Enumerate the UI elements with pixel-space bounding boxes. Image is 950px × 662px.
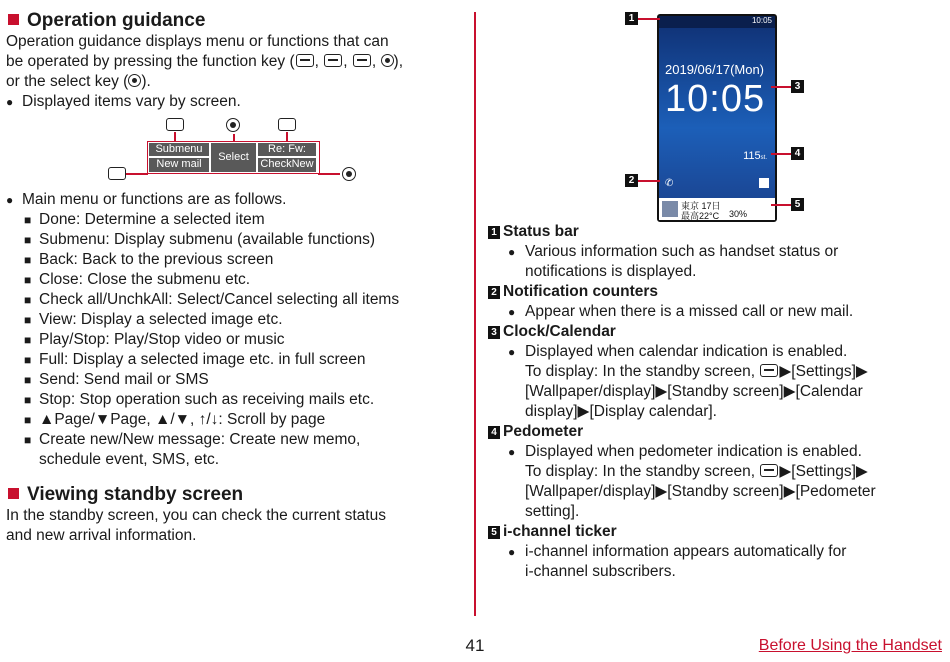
num-badge: 4 <box>488 426 500 439</box>
callout-1: 1 <box>625 12 638 25</box>
ticker <box>659 198 775 220</box>
og-para-line1: Operation guidance displays menu or functions that can <box>6 33 389 50</box>
callout-line <box>638 180 660 182</box>
menu-key-icon <box>296 54 314 67</box>
notification-heading <box>488 282 944 302</box>
steps-value: 115 <box>743 150 761 162</box>
pedometer-desc: ● Displayed when pedometer indication is enabled. <box>488 442 944 462</box>
menu-item-cont: schedule event, SMS, etc. <box>39 451 220 468</box>
callout-3: 3 <box>791 80 804 93</box>
clock-desc: ● Displayed when calendar indication is enabled. <box>488 342 944 362</box>
date-text: 2019/06/17(Mon) <box>665 62 765 77</box>
pedometer <box>743 150 767 162</box>
menu-item: ■ Submenu: Display submenu (available functions) <box>6 230 468 250</box>
heading-text: Operation guidance <box>27 10 206 31</box>
menu-item: ■ Back: Back to the previous screen <box>6 250 468 270</box>
select-key-icon <box>226 118 240 132</box>
newmail-label: New mail <box>149 158 209 172</box>
status-bar <box>659 16 775 28</box>
callout-line <box>771 204 791 206</box>
ichannel-desc-cont: i-channel subscribers. <box>525 563 676 580</box>
viewing-standby-heading <box>6 484 468 506</box>
missed-call-icon: ✆ <box>665 178 674 189</box>
menu-item: ■ ▲Page/▼Page, ▲/▼, ↑/↓: Scroll by page <box>6 410 468 430</box>
num-badge: 5 <box>488 526 500 539</box>
refw-key-icon <box>353 54 371 67</box>
left-column <box>6 0 468 546</box>
select-label: Select <box>211 143 256 172</box>
callout-line <box>771 86 791 88</box>
clock-desc-cont <box>488 362 944 382</box>
new-mail-icon <box>759 178 769 188</box>
clock-desc-cont: [Wallpaper/display]▶[Standby screen]▶[Calendar <box>525 383 863 400</box>
menu-item: ■ Check all/UnchkAll: Select/Cancel selecting all items <box>6 290 468 310</box>
status-bar-heading <box>488 222 944 242</box>
heading-text: Notification counters <box>503 283 659 300</box>
section-square-icon <box>8 14 19 25</box>
ticker-temp: 最高22°C <box>681 211 720 221</box>
steps-unit: st. <box>760 155 767 161</box>
menu-item: ■ View: Display a selected image etc. <box>6 310 468 330</box>
column-divider <box>474 12 476 616</box>
menu-item: ■ Close: Close the submenu etc. <box>6 270 468 290</box>
pedometer-desc-cont <box>488 462 944 482</box>
ichannel-desc: ● i-channel information appears automatically for <box>488 542 944 562</box>
phone-figure <box>488 0 944 222</box>
og-text: ). <box>141 73 151 90</box>
guide-line <box>318 173 340 175</box>
guide-line <box>126 173 148 175</box>
mail-key-icon <box>108 167 126 180</box>
heading-text: Pedometer <box>503 423 584 440</box>
operation-guidance-heading <box>6 10 468 32</box>
status-time: 10:05 <box>751 16 772 25</box>
ticker-image <box>662 201 678 217</box>
chapter-link[interactable]: Before Using the Handset <box>758 637 942 654</box>
menu-item: ■ Full: Display a selected image etc. in full screen <box>6 350 468 370</box>
checknew-label: CheckNew <box>258 158 316 172</box>
select-key-icon <box>128 74 141 87</box>
og-para-line3 <box>6 72 468 92</box>
callout-5: 5 <box>791 198 804 211</box>
og-text: be operated by pressing the function key ( <box>6 53 295 70</box>
ticker-pct: 30% <box>729 209 748 219</box>
desc-text: ▶[Settings]▶ <box>779 363 868 380</box>
ticker-city: 東京 17日 <box>681 201 721 211</box>
callout-line <box>638 18 660 20</box>
menu-item: ■ Send: Send mail or SMS <box>6 370 468 390</box>
status-bar-desc: ● Various information such as handset status or <box>488 242 944 262</box>
vs-para-line1: In the standby screen, you can check the current status <box>6 507 386 524</box>
camera-key-icon <box>381 54 394 67</box>
camera-key-icon <box>342 167 356 181</box>
notification-desc: ● Appear when there is a missed call or new mail. <box>488 302 944 322</box>
pedometer-heading <box>488 422 944 442</box>
heading-text: Clock/Calendar <box>503 323 616 340</box>
num-badge: 3 <box>488 326 500 339</box>
desc-text: ▶[Settings]▶ <box>779 463 868 480</box>
og-text: ), <box>393 53 403 70</box>
menu-key-icon <box>760 464 778 477</box>
refw-label: Re: Fw: <box>258 143 316 156</box>
mail-key-icon <box>324 54 342 67</box>
ichannel-heading <box>488 522 944 542</box>
clock-heading <box>488 322 944 342</box>
menu-key-icon <box>166 118 184 131</box>
og-para-line2: be operated by pressing the function key ( , , , ), <box>6 53 403 70</box>
menu-item: ■ Play/Stop: Play/Stop video or music <box>6 330 468 350</box>
main-bullet: ● Main menu or functions are as follows. <box>6 190 468 210</box>
callout-2: 2 <box>625 174 638 187</box>
heading-text: i-channel ticker <box>503 523 617 540</box>
desc-text: To display: In the standby screen, <box>525 363 756 380</box>
pedometer-desc-cont: [Wallpaper/display]▶[Standby screen]▶[Pedometer <box>525 483 876 500</box>
right-column <box>488 0 944 582</box>
og-bullet: ● Displayed items vary by screen. <box>6 92 468 112</box>
section-square-icon <box>8 488 19 499</box>
clock-text: 10:05 <box>665 78 766 120</box>
menu-item: ■ Create new/New message: Create new memo, <box>6 430 468 450</box>
pedometer-desc-cont: setting]. <box>525 503 580 520</box>
page-number: 41 <box>465 636 485 655</box>
heading-text: Status bar <box>503 223 579 240</box>
guidance-figure <box>6 118 468 186</box>
status-bar-desc-cont: notifications is displayed. <box>525 263 697 280</box>
submenu-label: Submenu <box>149 143 209 156</box>
clock-desc-cont: display]▶[Display calendar]. <box>525 403 717 420</box>
guide-frame <box>147 141 320 174</box>
menu-item: ■ Done: Determine a selected item <box>6 210 468 230</box>
menu-key-icon <box>760 364 778 377</box>
vs-para-line2: and new arrival information. <box>6 527 197 544</box>
num-badge: 1 <box>488 226 500 239</box>
menu-item: ■ Stop: Stop operation such as receiving mails etc. <box>6 390 468 410</box>
og-text: or the select key ( <box>6 73 129 90</box>
callout-4: 4 <box>791 147 804 160</box>
heading-text: Viewing standby screen <box>27 484 244 505</box>
phone-screen <box>657 14 777 222</box>
num-badge: 2 <box>488 286 500 299</box>
desc-text: To display: In the standby screen, <box>525 463 756 480</box>
callout-line <box>771 153 791 155</box>
refw-key-icon <box>278 118 296 131</box>
